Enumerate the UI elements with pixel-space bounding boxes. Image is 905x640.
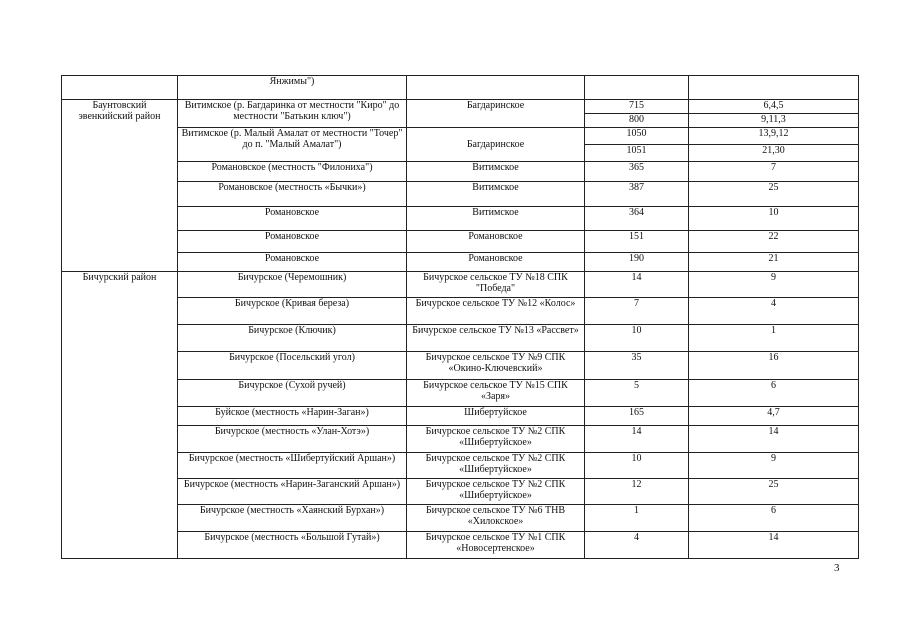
plots-cell: 7 bbox=[689, 162, 859, 182]
district-cell bbox=[62, 76, 178, 100]
area-cell: 364 bbox=[585, 207, 689, 231]
area-cell: 10 bbox=[585, 325, 689, 352]
plots-cell bbox=[689, 76, 859, 100]
table-row bbox=[62, 352, 859, 380]
plots-cell: 16 bbox=[689, 352, 859, 380]
location-cell: Бичурское (Посельский угол) bbox=[178, 352, 407, 380]
plots-cell: 22 bbox=[689, 231, 859, 253]
location-cell: Буйское (местность «Нарин-Заган») bbox=[178, 407, 407, 426]
area-cell: 14 bbox=[585, 426, 689, 453]
area-cell: 800 bbox=[585, 114, 689, 128]
location-cell: Романовское (местность «Бычки») bbox=[178, 182, 407, 207]
plots-cell: 9,11,3 bbox=[689, 114, 859, 128]
area-cell bbox=[585, 76, 689, 100]
location-cell: Бичурское (местность «Улан-Хотэ») bbox=[178, 426, 407, 453]
plots-cell: 14 bbox=[689, 532, 859, 559]
plots-cell: 4,7 bbox=[689, 407, 859, 426]
table-row bbox=[62, 128, 859, 145]
area-cell: 35 bbox=[585, 352, 689, 380]
table-row bbox=[62, 453, 859, 479]
location-cell: Бичурское (местность «Хаянский Бурхан») bbox=[178, 505, 407, 532]
org-cell: Бичурское сельское ТУ №2 СПК «Шибертуйское» bbox=[407, 453, 585, 479]
org-cell bbox=[407, 76, 585, 100]
area-cell: 1 bbox=[585, 505, 689, 532]
plots-cell: 21,30 bbox=[689, 145, 859, 162]
plots-cell: 9 bbox=[689, 453, 859, 479]
org-cell: Бичурское сельское ТУ №6 ТНВ «Хилокское» bbox=[407, 505, 585, 532]
plots-cell: 25 bbox=[689, 182, 859, 207]
area-cell: 5 bbox=[585, 380, 689, 407]
area-cell: 190 bbox=[585, 253, 689, 272]
location-cell: Янжимы") bbox=[178, 76, 407, 100]
table-row bbox=[62, 162, 859, 182]
table-row bbox=[62, 253, 859, 272]
org-cell: Витимское bbox=[407, 162, 585, 182]
plots-cell: 6,4,5 bbox=[689, 100, 859, 114]
area-cell: 7 bbox=[585, 298, 689, 325]
plots-cell: 14 bbox=[689, 426, 859, 453]
org-cell: Бичурское сельское ТУ №13 «Рассвет» bbox=[407, 325, 585, 352]
location-cell: Витимское (р. Малый Амалат от местности "Точер" до п. "Малый Амалат") bbox=[178, 128, 407, 162]
table-row bbox=[62, 76, 859, 100]
area-cell: 1050 bbox=[585, 128, 689, 145]
area-cell: 165 bbox=[585, 407, 689, 426]
table-row bbox=[62, 182, 859, 207]
district-cell: Баунтовский эвенкийский район bbox=[62, 100, 178, 272]
location-cell: Романовское bbox=[178, 253, 407, 272]
table-row bbox=[62, 100, 859, 114]
table-row bbox=[62, 479, 859, 505]
table-row bbox=[62, 426, 859, 453]
org-cell: Шибертуйское bbox=[407, 407, 585, 426]
org-cell: Бичурское сельское ТУ №1 СПК «Новосертенское» bbox=[407, 532, 585, 559]
area-cell: 365 bbox=[585, 162, 689, 182]
area-cell: 10 bbox=[585, 453, 689, 479]
location-cell: Романовское bbox=[178, 231, 407, 253]
org-cell: Багдаринское bbox=[407, 128, 585, 162]
org-cell: Романовское bbox=[407, 231, 585, 253]
table-row bbox=[62, 231, 859, 253]
location-cell: Бичурское (местность «Большой Гутай») bbox=[178, 532, 407, 559]
area-cell: 14 bbox=[585, 272, 689, 298]
org-cell: Бичурское сельское ТУ №15 СПК «Заря» bbox=[407, 380, 585, 407]
area-cell: 4 bbox=[585, 532, 689, 559]
table-row bbox=[62, 272, 859, 298]
org-cell: Витимское bbox=[407, 207, 585, 231]
org-cell: Витимское bbox=[407, 182, 585, 207]
location-cell: Бичурское (Ключик) bbox=[178, 325, 407, 352]
org-cell: Романовское bbox=[407, 253, 585, 272]
org-cell: Бичурское сельское ТУ №18 СПК "Победа" bbox=[407, 272, 585, 298]
area-cell: 1051 bbox=[585, 145, 689, 162]
area-cell: 715 bbox=[585, 100, 689, 114]
table-row bbox=[62, 407, 859, 426]
plots-cell: 10 bbox=[689, 207, 859, 231]
location-cell: Бичурское (Сухой ручей) bbox=[178, 380, 407, 407]
location-cell: Бичурское (Кривая береза) bbox=[178, 298, 407, 325]
district-cell: Бичурский район bbox=[62, 272, 178, 559]
location-cell: Романовское bbox=[178, 207, 407, 231]
org-cell: Бичурское сельское ТУ №2 СПК «Шибертуйское» bbox=[407, 426, 585, 453]
location-cell: Витимское (р. Багдаринка от местности "Киро" до местности "Батькин ключ") bbox=[178, 100, 407, 128]
table-row bbox=[62, 207, 859, 231]
location-cell: Романовское (местность "Филониха") bbox=[178, 162, 407, 182]
plots-cell: 1 bbox=[689, 325, 859, 352]
table-row bbox=[62, 298, 859, 325]
plots-cell: 13,9,12 bbox=[689, 128, 859, 145]
area-cell: 151 bbox=[585, 231, 689, 253]
org-cell: Багдаринское bbox=[407, 100, 585, 128]
plots-cell: 4 bbox=[689, 298, 859, 325]
fishing-areas-table bbox=[61, 75, 859, 559]
plots-cell: 21 bbox=[689, 253, 859, 272]
area-cell: 12 bbox=[585, 479, 689, 505]
org-cell: Бичурское сельское ТУ №9 СПК «Окино-Ключевский» bbox=[407, 352, 585, 380]
plots-cell: 25 bbox=[689, 479, 859, 505]
plots-cell: 6 bbox=[689, 380, 859, 407]
page-number: 3 bbox=[834, 562, 840, 574]
table-row bbox=[62, 380, 859, 407]
table-row bbox=[62, 325, 859, 352]
table-row bbox=[62, 532, 859, 559]
location-cell: Бичурское (местность «Шибертуйский Аршан») bbox=[178, 453, 407, 479]
location-cell: Бичурское (Черемошник) bbox=[178, 272, 407, 298]
location-cell: Бичурское (местность «Нарин-Заганский Аршан») bbox=[178, 479, 407, 505]
org-cell: Бичурское сельское ТУ №2 СПК «Шибертуйское» bbox=[407, 479, 585, 505]
area-cell: 387 bbox=[585, 182, 689, 207]
plots-cell: 9 bbox=[689, 272, 859, 298]
plots-cell: 6 bbox=[689, 505, 859, 532]
org-cell: Бичурское сельское ТУ №12 «Колос» bbox=[407, 298, 585, 325]
table-row bbox=[62, 505, 859, 532]
